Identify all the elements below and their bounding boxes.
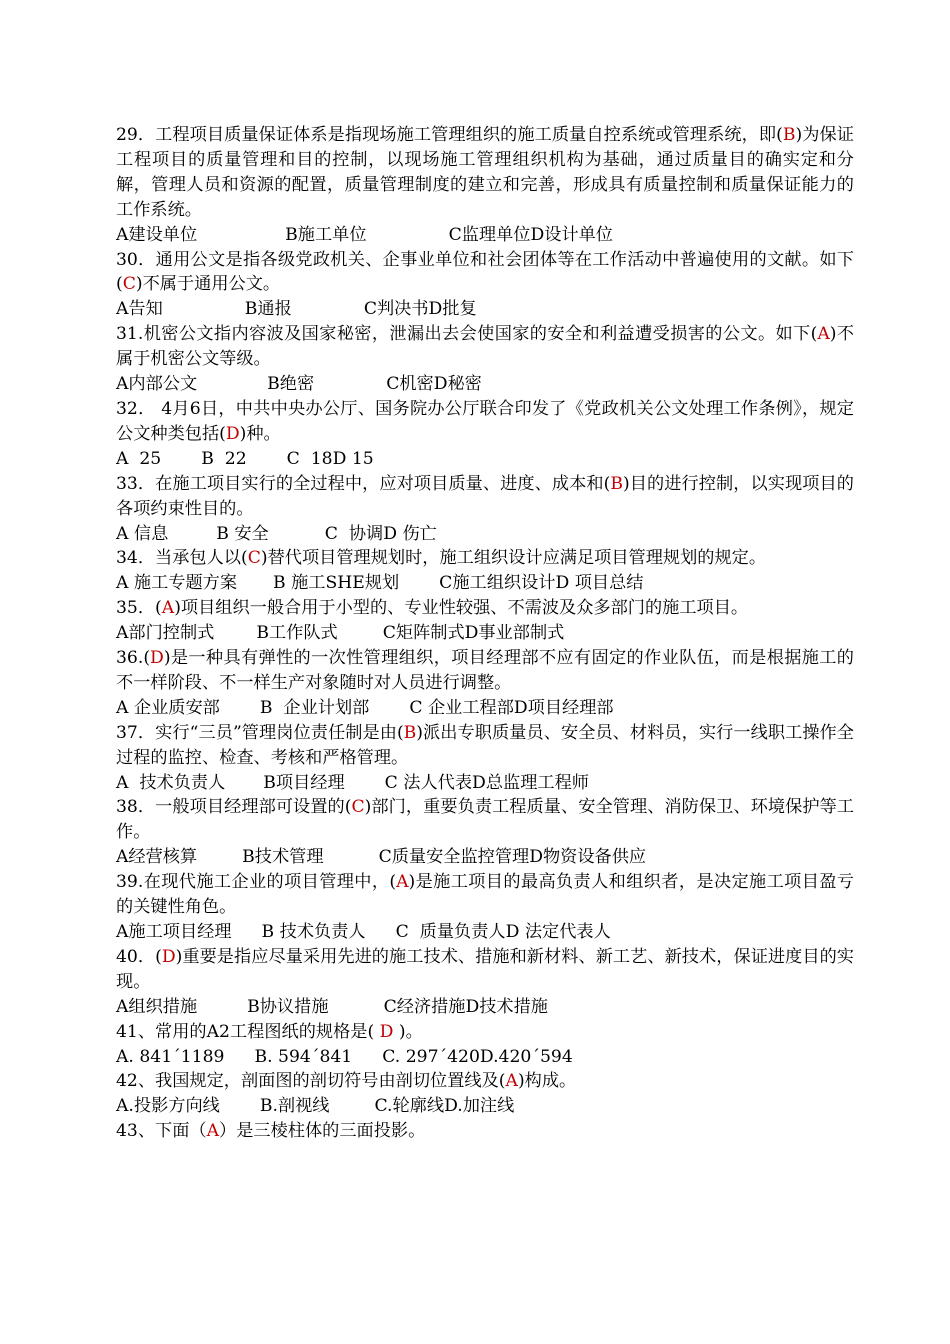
option-a: A告知 — [116, 299, 163, 320]
question-stem — [116, 1020, 854, 1045]
option-d: D技术措施 — [465, 996, 548, 1017]
option-c: C监理单位 — [448, 224, 531, 245]
option-d: D秘密 — [433, 374, 482, 395]
stem-text: 41、常用的A2工程图纸的规格是( — [116, 1021, 380, 1042]
option-d: D.加注线 — [444, 1096, 515, 1117]
stem-text: ）是三棱柱体的三面投影。 — [219, 1121, 426, 1142]
option-c: C判决书 — [363, 299, 429, 320]
option-d: D物资设备供应 — [529, 847, 647, 868]
question-stem — [116, 795, 854, 845]
question-stem — [116, 123, 854, 223]
stem-text: 31.机密公文指内容波及国家秘密，泄漏出去会使国家的安全和利益遭受损害的公文。如下( — [116, 324, 818, 345]
option-c: C. 297´420 — [382, 1046, 480, 1067]
stem-text: )派出专职质量员、安全员、材料员，实行一线职工操作全过程的监控、检查、考核和严格管理。 — [116, 722, 854, 768]
option-c: C 18 — [286, 448, 333, 469]
question-stem — [116, 721, 854, 771]
option-a: A. 841´1189 — [116, 1046, 225, 1067]
option-c: C矩阵制式 — [382, 623, 465, 644]
options-row — [116, 372, 854, 397]
options-row — [116, 447, 854, 472]
option-b: B施工单位 — [285, 224, 367, 245]
stem-text: 38．一般项目经理部可设置的( — [116, 797, 352, 818]
stem-text: )为保证工程项目的质量管理和目的控制，以现场施工管理组织机构为基础，通过质量目的确实定和分解，管理人员和资源的配置，质量管理制度的建立和完善，形成具有质量控制和质量保证能力的工作系统。 — [116, 125, 854, 220]
answer-letter: D — [161, 946, 176, 967]
answer-letter: B — [782, 125, 796, 145]
option-a: A经营核算 — [116, 847, 198, 868]
option-b: B协议措施 — [247, 996, 329, 1017]
option-d: D 15 — [332, 448, 374, 469]
stem-text: )。 — [393, 1021, 423, 1042]
answer-letter: C — [122, 274, 136, 295]
stem-text: )项目组织一般合用于小型的、专业性较强、不需波及众多部门的施工项目。 — [174, 598, 749, 619]
option-b: B 安全 — [216, 523, 269, 544]
question-stem — [116, 945, 854, 995]
option-a: A.投影方向线 — [116, 1096, 220, 1117]
answer-letter: A — [206, 1121, 220, 1142]
option-b: B项目经理 — [263, 772, 345, 793]
option-c: C机密 — [386, 374, 434, 395]
option-d: D.420´594 — [479, 1046, 573, 1067]
options-row — [116, 920, 854, 945]
answer-letter: A — [396, 872, 409, 893]
option-d: D总监理工程师 — [472, 772, 589, 793]
option-b: B 22 — [201, 448, 247, 469]
option-a: A 企业质安部 — [116, 697, 220, 718]
question-list — [116, 123, 854, 1144]
option-a: A施工项目经理 — [116, 922, 232, 942]
options-row — [116, 522, 854, 547]
option-b: B 施工SHE规划 — [273, 573, 400, 594]
stem-text: 39.在现代施工企业的项目管理中，( — [116, 872, 397, 893]
options-row — [116, 696, 854, 721]
option-b: B技术管理 — [242, 847, 324, 868]
option-c: C 协调 — [324, 523, 384, 544]
stem-text: 35．( — [116, 598, 162, 619]
option-a: A 技术负责人 — [116, 772, 226, 793]
option-a: A 25 — [116, 448, 162, 469]
question-stem — [116, 248, 854, 298]
option-d: D 项目总结 — [555, 573, 644, 594]
stem-text: 37．实行“三员”管理岗位责任制是由( — [116, 722, 404, 743]
question-stem — [116, 870, 854, 920]
stem-text: 40．( — [116, 946, 162, 967]
answer-letter: A — [505, 1071, 518, 1092]
stem-text: )替代项目管理规划时，施工组织设计应满足项目管理规划的规定。 — [260, 548, 767, 569]
answer-letter: C — [351, 797, 365, 818]
option-c: C经济措施 — [383, 996, 466, 1017]
option-c: C 企业工程部 — [409, 697, 514, 718]
stem-text: )是一种具有弹性的一次性管理组织，项目经理部不应有固定的作业队伍，而是根据施工的不一样阶段、不一样生产对象随时对人员进行调整。 — [116, 648, 854, 693]
stem-text: 33．在施工项目实行的全过程中，应对项目质量、进度、成本和( — [116, 473, 611, 494]
options-row — [116, 1045, 854, 1070]
option-b: B.剖视线 — [259, 1096, 330, 1117]
stem-text: )目的进行控制，以实现项目的各项约束性目的。 — [116, 473, 854, 519]
question-stem — [116, 1069, 854, 1094]
answer-letter: C — [247, 548, 261, 569]
option-c: C施工组织设计 — [439, 573, 556, 594]
option-b: B 企业计划部 — [259, 697, 370, 718]
question-stem — [116, 472, 854, 522]
option-b: B. 594´841 — [254, 1046, 353, 1067]
stem-text: 36.( — [116, 648, 151, 669]
answer-letter: D — [150, 648, 164, 669]
stem-text: )重要是指应尽量采用先进的施工技术、措施和新材料、新工艺、新技术，保证进度目的实现。 — [116, 946, 854, 992]
stem-text: )种。 — [239, 423, 281, 444]
option-b: B绝密 — [267, 374, 315, 395]
stem-text: )是施工项目的最高负责人和组织者，是决定施工项目盈亏的关键性角色。 — [116, 872, 854, 918]
options-row — [116, 771, 854, 796]
question-stem — [116, 1119, 854, 1144]
answer-letter: B — [403, 722, 417, 743]
stem-text: )不属于通用公文。 — [135, 274, 281, 295]
option-c: C质量安全监控管理 — [378, 847, 530, 868]
question-stem — [116, 546, 854, 571]
option-b: B 技术负责人 — [261, 922, 366, 942]
option-d: D 法定代表人 — [505, 922, 611, 942]
answer-letter: D — [379, 1021, 394, 1042]
question-stem — [116, 596, 854, 621]
options-row — [116, 845, 854, 870]
option-a: A组织措施 — [116, 996, 198, 1017]
stem-text: 43、下面（ — [116, 1121, 207, 1142]
options-row — [116, 621, 854, 646]
option-a: A 施工专题方案 — [116, 573, 238, 594]
option-d: D项目经理部 — [513, 697, 614, 718]
options-row — [116, 223, 854, 248]
option-a: A部门控制式 — [116, 623, 215, 644]
option-d: D批复 — [428, 299, 477, 320]
option-b: B工作队式 — [256, 623, 338, 644]
stem-text: )构成。 — [517, 1071, 577, 1092]
options-row — [116, 995, 854, 1020]
stem-text: 42、我国规定，剖面图的剖切符号由剖切位置线及( — [116, 1071, 506, 1092]
stem-text: )不属于机密公文等级。 — [116, 324, 854, 370]
options-row — [116, 571, 854, 596]
option-b: B通报 — [244, 299, 292, 320]
stem-text: 32． 4月6日，中共中央办公厅、国务院办公厅联合印发了《党政机关公文处理工作条例》，规定公文种类包括( — [116, 398, 854, 444]
option-a: A 信息 — [116, 523, 169, 544]
option-d: D设计单位 — [530, 224, 613, 245]
option-c: C 法人代表 — [384, 772, 473, 793]
stem-text: 30．通用公文是指各级党政机关、企事业单位和社会团体等在工作活动中普遍使用的文献。如下( — [116, 249, 854, 295]
option-a: A内部公文 — [116, 374, 198, 395]
option-d: D事业部制式 — [464, 623, 565, 644]
option-c: C.轮廓线 — [374, 1096, 445, 1117]
answer-letter: A — [817, 324, 830, 345]
option-a: A建设单位 — [116, 224, 198, 245]
answer-letter: B — [610, 473, 624, 494]
answer-letter: A — [161, 598, 175, 619]
option-c: C 质量负责人 — [395, 922, 506, 942]
stem-text: 29．工程项目质量保证体系是指现场施工管理组织的施工质量自控系统或管理系统，即( — [116, 125, 783, 145]
question-stem — [116, 646, 854, 696]
stem-text: 34．当承包人以( — [116, 548, 248, 569]
stem-text: )部门，重要负责工程质量、安全管理、消防保卫、环境保护等工作。 — [116, 797, 854, 843]
options-row — [116, 297, 854, 322]
answer-letter: D — [225, 423, 240, 444]
question-stem — [116, 322, 854, 372]
question-stem — [116, 397, 854, 447]
options-row — [116, 1094, 854, 1119]
option-d: D 伤亡 — [383, 523, 437, 544]
